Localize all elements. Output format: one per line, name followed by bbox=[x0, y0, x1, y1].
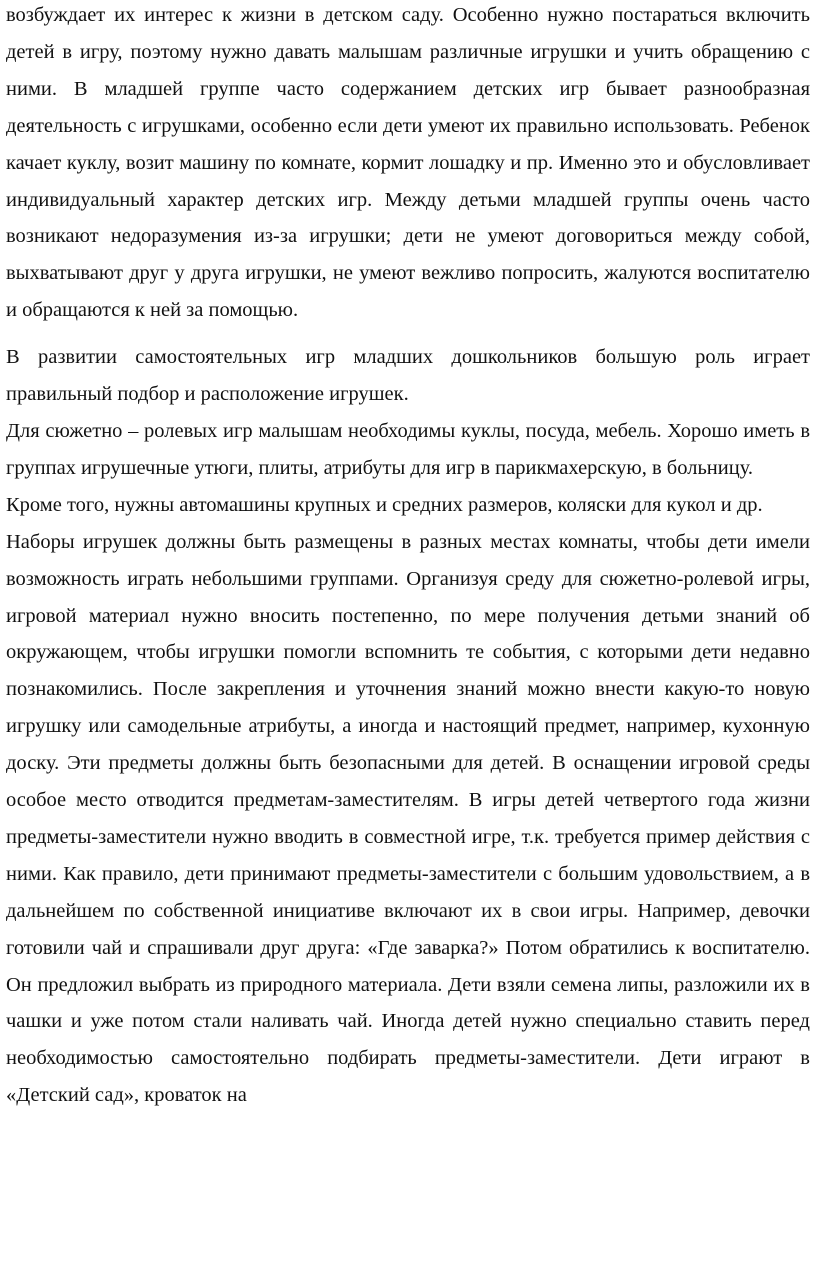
paragraph-2: В развитии самостоятельных игр младших дошкольников большую роль играет правильный подбор и расположение игрушек. bbox=[6, 346, 810, 406]
paragraph-4: Кроме того, нужны автомашины крупных и средних размеров, коляски для кукол и др. bbox=[6, 493, 763, 516]
paragraph-5: Наборы игрушек должны быть размещены в разных местах комнаты, чтобы дети имели возможность играть небольшими группами. Организуя среду для сюжетно-ролевой игры, игровой материал нужно вносить постепенно, по мере получения детьми знаний об окружающем, чтобы игрушки помогли вспомнить те события, с которыми дети недавно познакомились. После закрепления и уточнения знаний можно внести какую-то новую игрушку или самодельные атрибуты, а иногда и настоящий предмет, например, кухонную доску. Эти предметы должны быть безопасными для детей. В оснащении игровой среды особое место отводится предметам-заместителям. В игры детей четвертого года жизни предметы-заместители нужно вводить в совместной игре, т.к. требуется пример действия с ними. Как правило, дети принимают предметы-заместители с большим удовольствием, а в дальнейшем по собственной инициативе включают их в свои игры. Например, девочки готовили чай и спрашивали друг друга: «Где заварка?» Потом обратились к воспитателю. Он предложил выбрать из природного материала. Дети взяли семена липы, разложили их в чашки и уже потом стали наливать чай. Иногда детей нужно специально ставить перед необходимостью самостоятельно подбирать предметы-заместители. Дети играют в «Детский сад», кроваток на bbox=[6, 530, 810, 1107]
paragraph-3: Для сюжетно – ролевых игр малышам необходимы куклы, посуда, мебель. Хорошо иметь в группах игрушечные утюги, плиты, атрибуты для игр в парикмахерскую, в больницу. bbox=[6, 419, 810, 479]
paragraph-1: возбуждает их интерес к жизни в детском саду. Особенно нужно постараться включить детей в игру, поэтому нужно давать малышам различные игрушки и учить обращению с ними. В младшей группе часто содержанием детских игр бывает разнообразная деятельность с игрушками, особенно если дети умеют их правильно использовать. Ребенок качает куклу, возит машину по комнате, кормит лошадку и пр. Именно это и обусловливает индивидуальный характер детских игр. Между детьми младшей группы очень часто возникают недоразумения из-за игрушки; дети не умеют договориться между собой, выхватывают друг у друга игрушки, не умеют вежливо попросить, жалуются воспитателю и обращаются к ней за помощью. bbox=[6, 4, 810, 322]
